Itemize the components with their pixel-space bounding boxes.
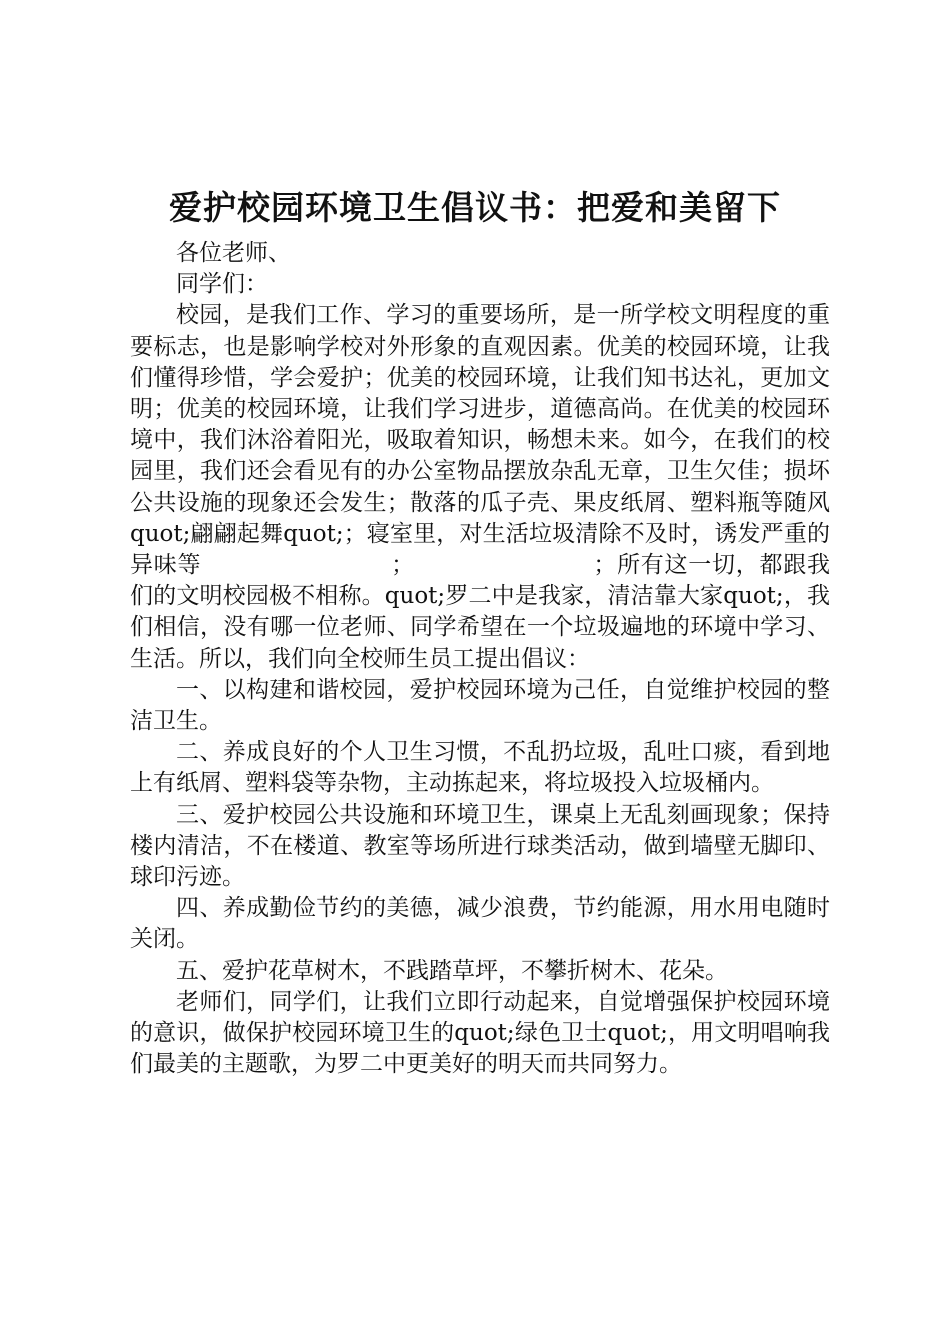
intro-paragraph: 校园，是我们工作、学习的重要场所，是一所学校文明程度的重要标志，也是影响学校对外形象的直观因素。优美的校园环境，让我们懂得珍惜，学会爱护；优美的校园环境，让我们知书达礼，更加文明；优美的校园环境，让我们学习进步，道德高尚。在优美的校园环境中，我们沐浴着阳光，吸取着知识，畅想未来。如今，在我们的校园里，我们还会看见有的办公室物品摆放杂乱无章，卫生欠佳；损坏公共设施的现象还会发生；散落的瓜子壳、果皮纸屑、塑料瓶等随风quot;翩翩起舞quot;；寝室里，对生活垃圾清除不及时，诱发严重的异味等 ； ；所有这一切，都跟我们的文明校园极不相称。quot;罗二中是我家，清洁靠大家quot;，我们相信，没有哪一位老师、同学希望在一个垃圾遍地的环境中学习、生活。所以，我们向全校师生员工提出倡议： bbox=[130, 302, 830, 672]
closing-paragraph: 老师们，同学们，让我们立即行动起来，自觉增强保护校园环境的意识，做保护校园环境卫生的quot;绿色卫士quot;，用文明唱响我们最美的主题歌，为罗二中更美好的明天而共同努力。 bbox=[130, 988, 830, 1078]
proposal-item-5: 五、爱护花草树木，不践踏草坪，不攀折树木、花朵。 bbox=[176, 957, 728, 984]
proposal-item-1: 一、以构建和谐校园，爱护校园环境为己任，自觉维护校园的整洁卫生。 bbox=[130, 676, 830, 735]
document-body bbox=[130, 238, 830, 1080]
proposal-item-3: 三、爱护校园公共设施和环境卫生，课桌上无乱刻画现象；保持楼内清洁，不在楼道、教室等场所进行球类活动，做到墙壁无脚印、球印污迹。 bbox=[130, 801, 830, 891]
salutation-line-2: 同学们： bbox=[176, 271, 268, 298]
salutation-line-1: 各位老师、 bbox=[176, 240, 291, 266]
document-title: 爱护校园环境卫生倡议书：把爱和美留下 bbox=[169, 188, 781, 227]
proposal-item-2: 二、养成良好的个人卫生习惯，不乱扔垃圾，乱吐口痰，看到地上有纸屑、塑料袋等杂物，主动拣起来，将垃圾投入垃圾桶内。 bbox=[130, 739, 830, 797]
proposal-item-4: 四、养成勤俭节约的美德，减少浪费，节约能源，用水用电随时关闭。 bbox=[130, 895, 830, 953]
